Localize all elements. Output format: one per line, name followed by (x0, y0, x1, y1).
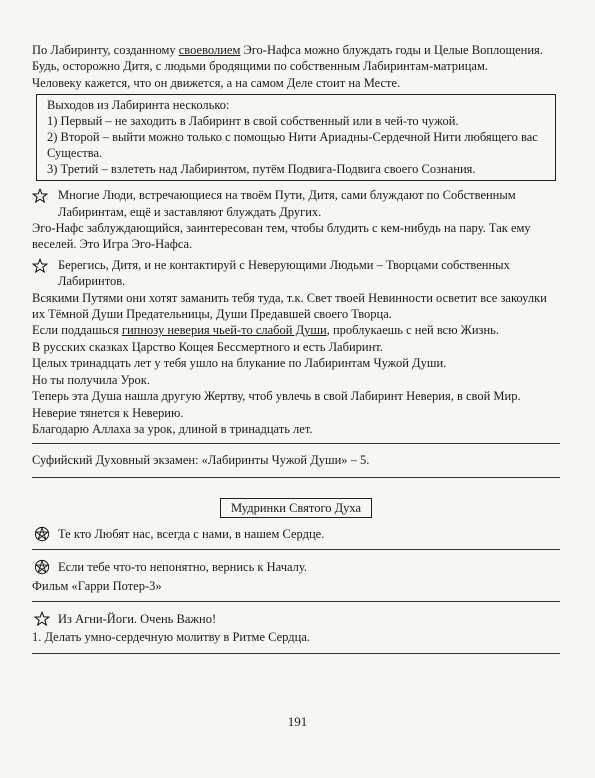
star-outline-icon (32, 188, 48, 204)
section-heading-wrap (32, 498, 560, 518)
section-heading: Мудринки Святого Духа (220, 498, 372, 518)
ego-paragraph: Эго-Нафс заблуждающийся, заинтересован тем, чтобы блудить с кем-нибудь на пару. Так ему веселей. Это Игра Эго-Нафса. (32, 221, 531, 252)
exam-line: Суфийский Духовный экзамен: «Лабиринты Чужой Души» – 5. (32, 453, 370, 468)
text-line: Но ты получила Урок. (32, 372, 150, 387)
page-number: 191 (287, 714, 308, 729)
divider (32, 549, 560, 550)
underlined-word: своеволием (178, 43, 241, 57)
page-content (32, 42, 560, 654)
exits-box (36, 94, 556, 181)
film-source: Фильм «Гарри Потер-3» (32, 578, 162, 593)
mudrinka-3: Из Агни-Йоги. Очень Важно! (32, 611, 560, 627)
star-outline-icon (34, 611, 50, 627)
text-line: Благодарю Аллаха за урок, длиной в тринадцать лет. (32, 421, 313, 436)
divider (32, 601, 560, 602)
paths-paragraph: Всякими Путями они хотят заманить тебя туда, т.к. Свет твоей Невинности осветит все закоулки их Тёмной Души Предательницы, Души Предавшей своего Творца. (32, 290, 547, 322)
mudrinka-2: Если тебе что-то непонятно, вернись к Началу. (32, 559, 560, 575)
intro-line-3: Человеку кажется, что он движется, а на самом Деле стоит на Месте. (32, 75, 401, 90)
exits-title: Выходов из Лабиринта несколько: (47, 98, 230, 113)
star-paragraph-1: Многие Люди, встречающиеся на твоём Пути, Дитя, сами блуждают по Собственным Лабиринтам, ещё и заставляют блуждать Других. (32, 187, 560, 220)
pentagram-circle-icon (34, 559, 50, 575)
exit-item-1: 1) Первый – не заходить в Лабиринт в свой собственный или в чей-то чужой. (47, 114, 459, 129)
exit-item-3: 3) Третий – взлететь над Лабиринтом, путём Подвига-Подвига своего Сознания. (47, 162, 476, 177)
divider (32, 653, 560, 654)
star-paragraph-2: Берегись, Дитя, и не контактируй с Неверующими Людьми – Творцами собственных Лабиринтов. (32, 257, 560, 290)
star-outline-icon (32, 258, 48, 274)
exit-item-2: 2) Второй – выйти можно только с помощью Нити Ариадны-Сердечной Нити любящего вас Существа. (47, 130, 538, 161)
intro-line-2: Будь, осторожно Дитя, с людьми бродящими по собственным Лабиринтам-матрицам. (32, 59, 488, 74)
text-line: В русских сказках Царство Кощея Бессмертного и есть Лабиринт. (32, 339, 383, 354)
pentagram-circle-icon (34, 526, 50, 542)
text-line: Теперь эта Душа нашла другую Жертву, чтоб увлечь в свой Лабиринт Неверия, в свой Мир. Неверие тянется к Неверию. (32, 389, 521, 420)
text-line: Целых тринадцать лет у тебя ушло на блукание по Лабиринтам Чужой Души. (32, 356, 447, 371)
underlined-phrase: гипнозу неверия чьей-то слабой Души (121, 323, 327, 338)
intro-line-1: По Лабиринту, созданному своеволием Эго-Нафса можно блуждать годы и Целые Воплощения. (32, 43, 543, 57)
mudrinka-1: Те кто Любят нас, всегда с нами, в нашем Сердце. (32, 526, 560, 542)
agni-yoga-item: 1. Делать умно-сердечную молитву в Ритме Сердца. (32, 630, 310, 645)
hypnosis-paragraph: Если поддашься гипнозу неверия чьей-то слабой Души, проблукаешь с ней всю Жизнь. (32, 323, 500, 338)
divider (32, 477, 560, 478)
divider (32, 443, 560, 444)
